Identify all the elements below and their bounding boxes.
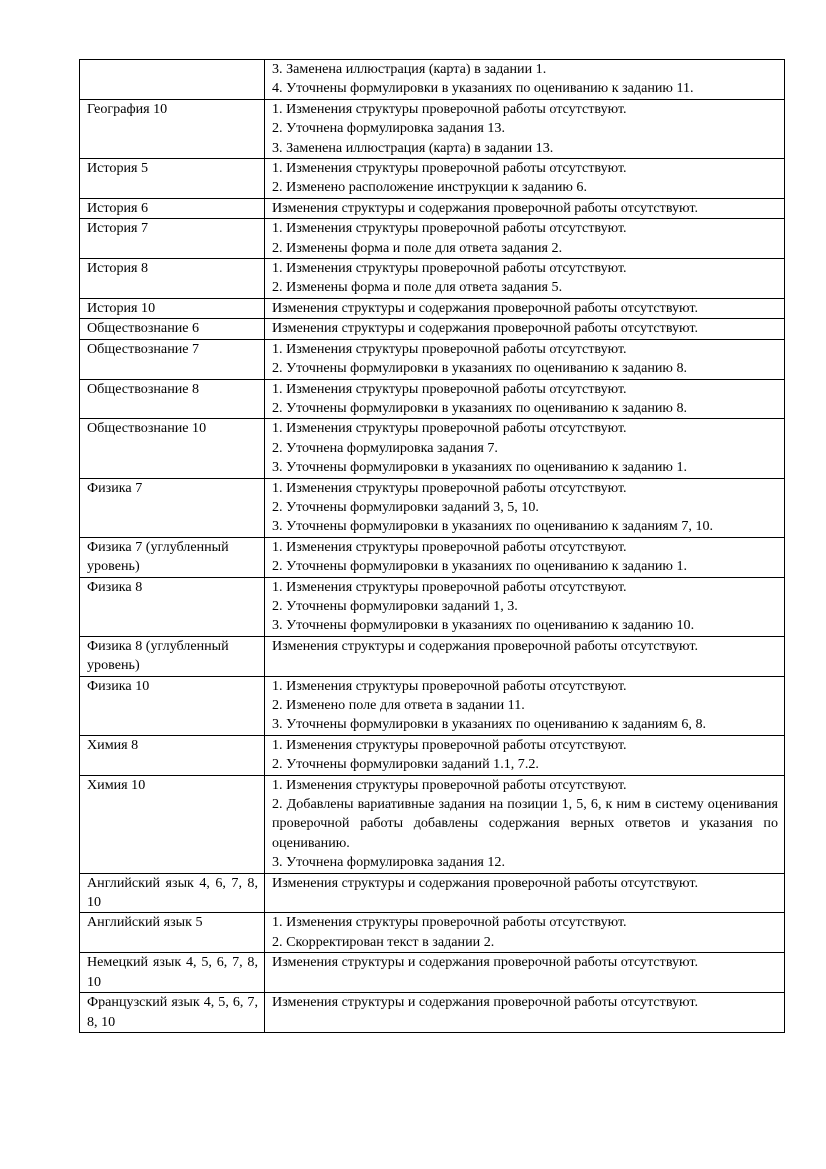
subject-cell: Английский язык 4, 6, 7, 8, 10: [80, 873, 265, 913]
table-row: [80, 60, 785, 100]
change-item: 2. Уточнены формулировки в указаниях по оцениванию к заданию 8.: [272, 399, 688, 416]
subject-cell: Обществознание 6: [80, 319, 265, 339]
subject-cell: Обществознание 8: [80, 379, 265, 419]
change-item: 3. Уточнены формулировки в указаниях по оцениванию к заданию 1.: [272, 459, 688, 476]
table-row: [80, 775, 785, 873]
changes-cell: [265, 379, 785, 419]
subject-cell: Физика 7: [80, 478, 265, 537]
changes-cell: [265, 775, 785, 873]
change-item: 2. Изменено поле для ответа в задании 11.: [272, 697, 525, 713]
change-item: 3. Уточнены формулировки в указаниях по оцениванию к заданиям 6, 8.: [272, 716, 707, 733]
changes-cell: [265, 735, 785, 775]
change-item: 4. Уточнены формулировки в указаниях по оцениванию к заданию 11.: [272, 80, 694, 97]
table-row: [80, 198, 785, 218]
subject-cell: История 8: [80, 259, 265, 299]
changes-cell: [265, 419, 785, 478]
subject-cell: Физика 8 (углубленный уровень): [80, 636, 265, 676]
change-item: 1. Изменения структуры проверочной работы отсутствуют.: [272, 420, 627, 437]
change-item: 2. Уточнены формулировки заданий 1, 3.: [272, 597, 518, 614]
table-row: [80, 735, 785, 775]
table-row: [80, 259, 785, 299]
changes-cell: [265, 873, 785, 913]
table-row: [80, 339, 785, 379]
change-item: 1. Изменения структуры проверочной работы отсутствуют.: [272, 914, 627, 931]
subject-cell: История 5: [80, 159, 265, 199]
change-item: 1. Изменения структуры проверочной работы отсутствуют.: [272, 677, 627, 694]
table-row: [80, 419, 785, 478]
table-row: [80, 219, 785, 259]
change-item: 1. Изменения структуры проверочной работы отсутствуют.: [272, 380, 627, 397]
table-row: [80, 159, 785, 199]
changes-cell: [265, 339, 785, 379]
changes-cell: [265, 478, 785, 537]
subject-cell: История 7: [80, 219, 265, 259]
subject-cell: География 10: [80, 99, 265, 158]
table-row: [80, 298, 785, 318]
change-item: 3. Уточнены формулировки в указаниях по оцениванию к заданиям 7, 10.: [272, 518, 714, 535]
changes-cell: [265, 259, 785, 299]
changes-cell: [265, 993, 785, 1033]
changes-cell: [265, 537, 785, 577]
change-item: 1. Изменения структуры проверочной работы отсутствуют.: [272, 220, 627, 237]
table-row: [80, 953, 785, 993]
changes-cell: [265, 319, 785, 339]
change-item: 1. Изменения структуры проверочной работы отсутствуют.: [272, 100, 627, 117]
table-row: [80, 478, 785, 537]
changes-cell: [265, 913, 785, 953]
table-row: [80, 993, 785, 1033]
change-item: Изменения структуры и содержания проверочной работы отсутствуют.: [272, 199, 699, 216]
changes-table: [79, 59, 785, 1033]
table-row: [80, 379, 785, 419]
change-item: 1. Изменения структуры проверочной работы отсутствуют.: [272, 578, 627, 595]
changes-cell: [265, 219, 785, 259]
change-item: Изменения структуры и содержания проверочной работы отсутствуют.: [272, 299, 699, 316]
table-row: [80, 319, 785, 339]
changes-cell: [265, 298, 785, 318]
change-item: 2. Уточнена формулировка задания 7.: [272, 439, 498, 456]
change-item: 3. Уточнены формулировки в указаниях по оцениванию к заданию 10.: [272, 617, 695, 634]
change-item: 1. Изменения структуры проверочной работы отсутствуют.: [272, 479, 627, 496]
change-item: 1. Изменения структуры проверочной работы отсутствуют.: [272, 260, 627, 277]
subject-cell: Немецкий язык 4, 5, 6, 7, 8, 10: [80, 953, 265, 993]
change-item: 3. Уточнена формулировка задания 12.: [272, 854, 505, 871]
subject-cell: [80, 60, 265, 100]
subject-cell: Французский язык 4, 5, 6, 7, 8, 10: [80, 993, 265, 1033]
change-item: 2. Уточнены формулировки в указаниях по оцениванию к заданию 8.: [272, 360, 688, 377]
subject-cell: Обществознание 10: [80, 419, 265, 478]
subject-cell: Физика 8: [80, 577, 265, 636]
changes-cell: [265, 953, 785, 993]
change-item: 1. Изменения структуры проверочной работы отсутствуют.: [272, 538, 627, 555]
change-item: 2. Изменено расположение инструкции к заданию 6.: [272, 179, 587, 196]
table-row: [80, 873, 785, 913]
change-item: 2. Уточнены формулировки в указаниях по оцениванию к заданию 1.: [272, 558, 688, 575]
change-item: 1. Изменения структуры проверочной работы отсутствуют.: [272, 776, 627, 793]
subject-cell: Физика 7 (углубленный уровень): [80, 537, 265, 577]
changes-cell: [265, 99, 785, 158]
change-item: 2. Уточнены формулировки заданий 1.1, 7.2.: [272, 756, 539, 773]
change-item: 2. Добавлены вариативные задания на позиции 1, 5, 6, к ним в систему оценивания проверочной работы добавлены содержания верных ответов и указания по оцениванию.: [272, 796, 778, 851]
change-item: Изменения структуры и содержания проверочной работы отсутствуют.: [272, 637, 699, 654]
changes-cell: [265, 159, 785, 199]
change-item: Изменения структуры и содержания проверочной работы отсутствуют.: [272, 874, 699, 891]
subject-cell: Физика 10: [80, 676, 265, 735]
table-row: [80, 537, 785, 577]
change-item: 2. Уточнена формулировка задания 13.: [272, 120, 505, 137]
table-row: [80, 636, 785, 676]
subject-cell: Химия 10: [80, 775, 265, 873]
subject-cell: История 6: [80, 198, 265, 218]
change-item: 2. Изменены форма и поле для ответа задания 2.: [272, 239, 563, 256]
table-row: [80, 99, 785, 158]
table-row: [80, 676, 785, 735]
change-item: 3. Заменена иллюстрация (карта) в задании 1.: [272, 61, 547, 77]
change-item: 1. Изменения структуры проверочной работы отсутствуют.: [272, 160, 627, 177]
changes-cell: [265, 636, 785, 676]
changes-cell: [265, 60, 785, 100]
change-item: 1. Изменения структуры проверочной работы отсутствуют.: [272, 340, 627, 357]
subject-cell: История 10: [80, 298, 265, 318]
table-row: [80, 913, 785, 953]
changes-cell: [265, 198, 785, 218]
change-item: Изменения структуры и содержания проверочной работы отсутствуют.: [272, 954, 699, 971]
change-item: 2. Скорректирован текст в задании 2.: [272, 933, 495, 950]
subject-cell: Английский язык 5: [80, 913, 265, 953]
changes-cell: [265, 577, 785, 636]
table-row: [80, 577, 785, 636]
change-item: 2. Изменены форма и поле для ответа задания 5.: [272, 279, 563, 296]
change-item: 3. Заменена иллюстрация (карта) в задании 13.: [272, 139, 554, 156]
change-item: Изменения структуры и содержания проверочной работы отсутствуют.: [272, 994, 699, 1011]
change-item: 2. Уточнены формулировки заданий 3, 5, 10.: [272, 498, 539, 515]
changes-cell: [265, 676, 785, 735]
subject-cell: Химия 8: [80, 735, 265, 775]
changes-table-body: [80, 60, 785, 1033]
subject-cell: Обществознание 7: [80, 339, 265, 379]
change-item: 1. Изменения структуры проверочной работы отсутствуют.: [272, 736, 627, 753]
change-item: Изменения структуры и содержания проверочной работы отсутствуют.: [272, 320, 699, 337]
